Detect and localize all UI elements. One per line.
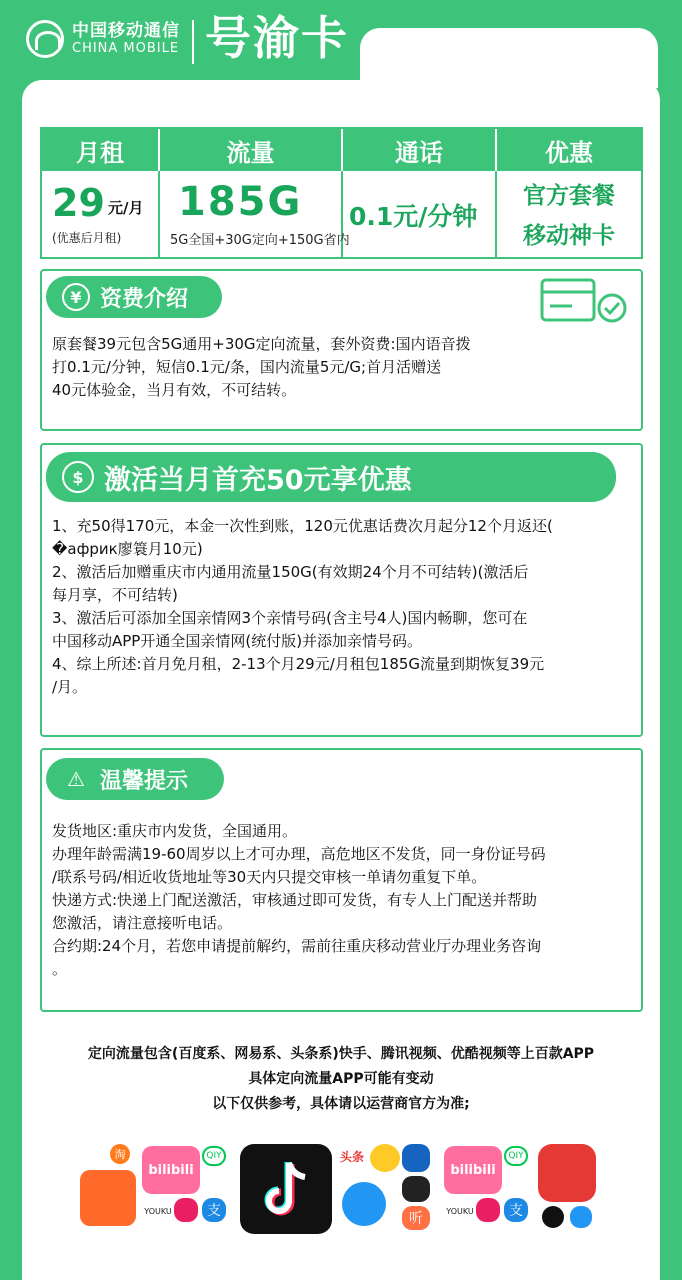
- logo-cn-text: 中国移动通信: [72, 21, 180, 41]
- camera-app-icon: [402, 1176, 430, 1202]
- paper-plane-icon: [570, 1206, 592, 1228]
- card-notch: [360, 28, 658, 88]
- app-icons-collage: [80, 1142, 610, 1234]
- promo-cell: [497, 171, 641, 257]
- china-mobile-logo: [26, 20, 180, 58]
- weibo-icon: [370, 1144, 400, 1172]
- call-rate: 0.1元/分钟: [349, 202, 478, 231]
- mango-icon: [174, 1198, 198, 1222]
- price-unit: 元/月: [108, 199, 144, 217]
- header-data: 流量: [160, 129, 343, 171]
- activation-offer-text: 1、充50得170元，本金一次性到账，120元优惠话费次月起分12个月返还( �африк廖簑月10元) 2、激活后加赠重庆市内通用流量150G(有效期24个月不可结转)(激活后 每月享，不可结转) 3、激活后可添加全国亲情网3个亲情号码(含主号4人)国内畅聊，您可在 中国移动APP开通全国亲情网(统付版)并添加亲情号码。 4、综上所述:首月免月租，2-13个月29元/月租包185G流量到期恢复39元 /月。: [52, 517, 553, 696]
- logo-en-text: CHINA MOBILE: [72, 41, 180, 56]
- iqiyi-icon: QIY: [202, 1146, 226, 1166]
- monthly-fee-cell: [42, 171, 160, 257]
- toutiao-icon: 头条: [340, 1148, 370, 1166]
- kuaishou-icon: [80, 1170, 136, 1226]
- plan-table-header: [42, 129, 641, 171]
- china-mobile-icon: [26, 20, 64, 58]
- promo-line-2: 移动神卡: [523, 223, 615, 249]
- mango-icon-2: [476, 1198, 500, 1222]
- bilibili-icon: bilibili: [142, 1146, 200, 1194]
- tiktok-icon: [240, 1144, 332, 1234]
- ticket-check-icon: [532, 278, 628, 326]
- directed-data-note: 定向流量包含(百度系、网易系、头条系)快手、腾讯视频、优酷视频等上百款APP 具体定向流量APP可能有变动 以下仅供参考，具体请以运营商官方为准;: [87, 1046, 595, 1112]
- plan-table: [40, 127, 643, 259]
- fee-intro-text: 原套餐39元包含5G通用+30G定向流量，套外资费:国内语音拨 打0.1元/分钟，短信0.1元/条，国内流量5元/G;首月活赠送 40元体验金，当月有效，不可结转。: [52, 335, 471, 399]
- qqmusic-icon: [402, 1144, 430, 1172]
- tiktok-note-icon: [240, 1144, 332, 1234]
- data-amount: 185G: [178, 179, 303, 225]
- tencent-video-icon: [342, 1182, 386, 1226]
- price-value: 29: [52, 181, 105, 225]
- data-note: 5G全国+30G定向+150G省内: [170, 233, 350, 248]
- youku-icon: YOUKU: [146, 1200, 170, 1222]
- netease-music-icon: [538, 1144, 596, 1202]
- dollar-refresh-icon: $: [62, 461, 94, 493]
- calls-cell: [343, 171, 497, 257]
- alipay-icon: 支: [202, 1198, 226, 1222]
- ting-icon: 听: [402, 1206, 430, 1230]
- iqiyi-icon-2: QIY: [504, 1146, 528, 1166]
- alipay-icon-2: 支: [504, 1198, 528, 1222]
- youku-icon-2: YOUKU: [448, 1200, 472, 1222]
- header-promo: 优惠: [545, 138, 593, 167]
- warning-icon: ⚠: [67, 767, 85, 791]
- header-monthly-fee: 月租: [42, 129, 160, 171]
- tips-text: 发货地区:重庆市内发货，全国通用。 办理年龄需满19-60周岁以上才可办理，高危地区不发货，同一身份证号码 /联系号码/相近收货地址等30天内只提交审核一单请勿重复下单。 快递方式:快递上门配送激活，审核通过即可发货，有专人上门配送并帮助 您激活，请注意接听电话。 合约期:24个月，若您申请提前解约，需前往重庆移动营业厅办理业务咨询 。: [52, 822, 546, 978]
- bilibili-icon-2: bilibili: [444, 1146, 502, 1194]
- tips-title: ⚠ 温馨提示: [46, 758, 224, 800]
- data-cell: [160, 171, 350, 257]
- fee-intro-title: ¥ 资费介绍: [46, 276, 222, 318]
- qq-icon: [542, 1206, 564, 1228]
- header-divider: [192, 20, 194, 64]
- header-calls: 通话: [343, 129, 497, 171]
- promo-line-1: 官方套餐: [523, 183, 615, 209]
- yen-icon: ¥: [62, 283, 90, 311]
- taobao-icon: 淘: [110, 1144, 130, 1164]
- plan-table-body: [42, 171, 641, 257]
- price-note: (优惠后月租): [52, 231, 122, 245]
- brand-title: 号渝卡: [205, 11, 349, 65]
- activation-offer-title: $ 激活当月首充50元享优惠: [46, 452, 616, 502]
